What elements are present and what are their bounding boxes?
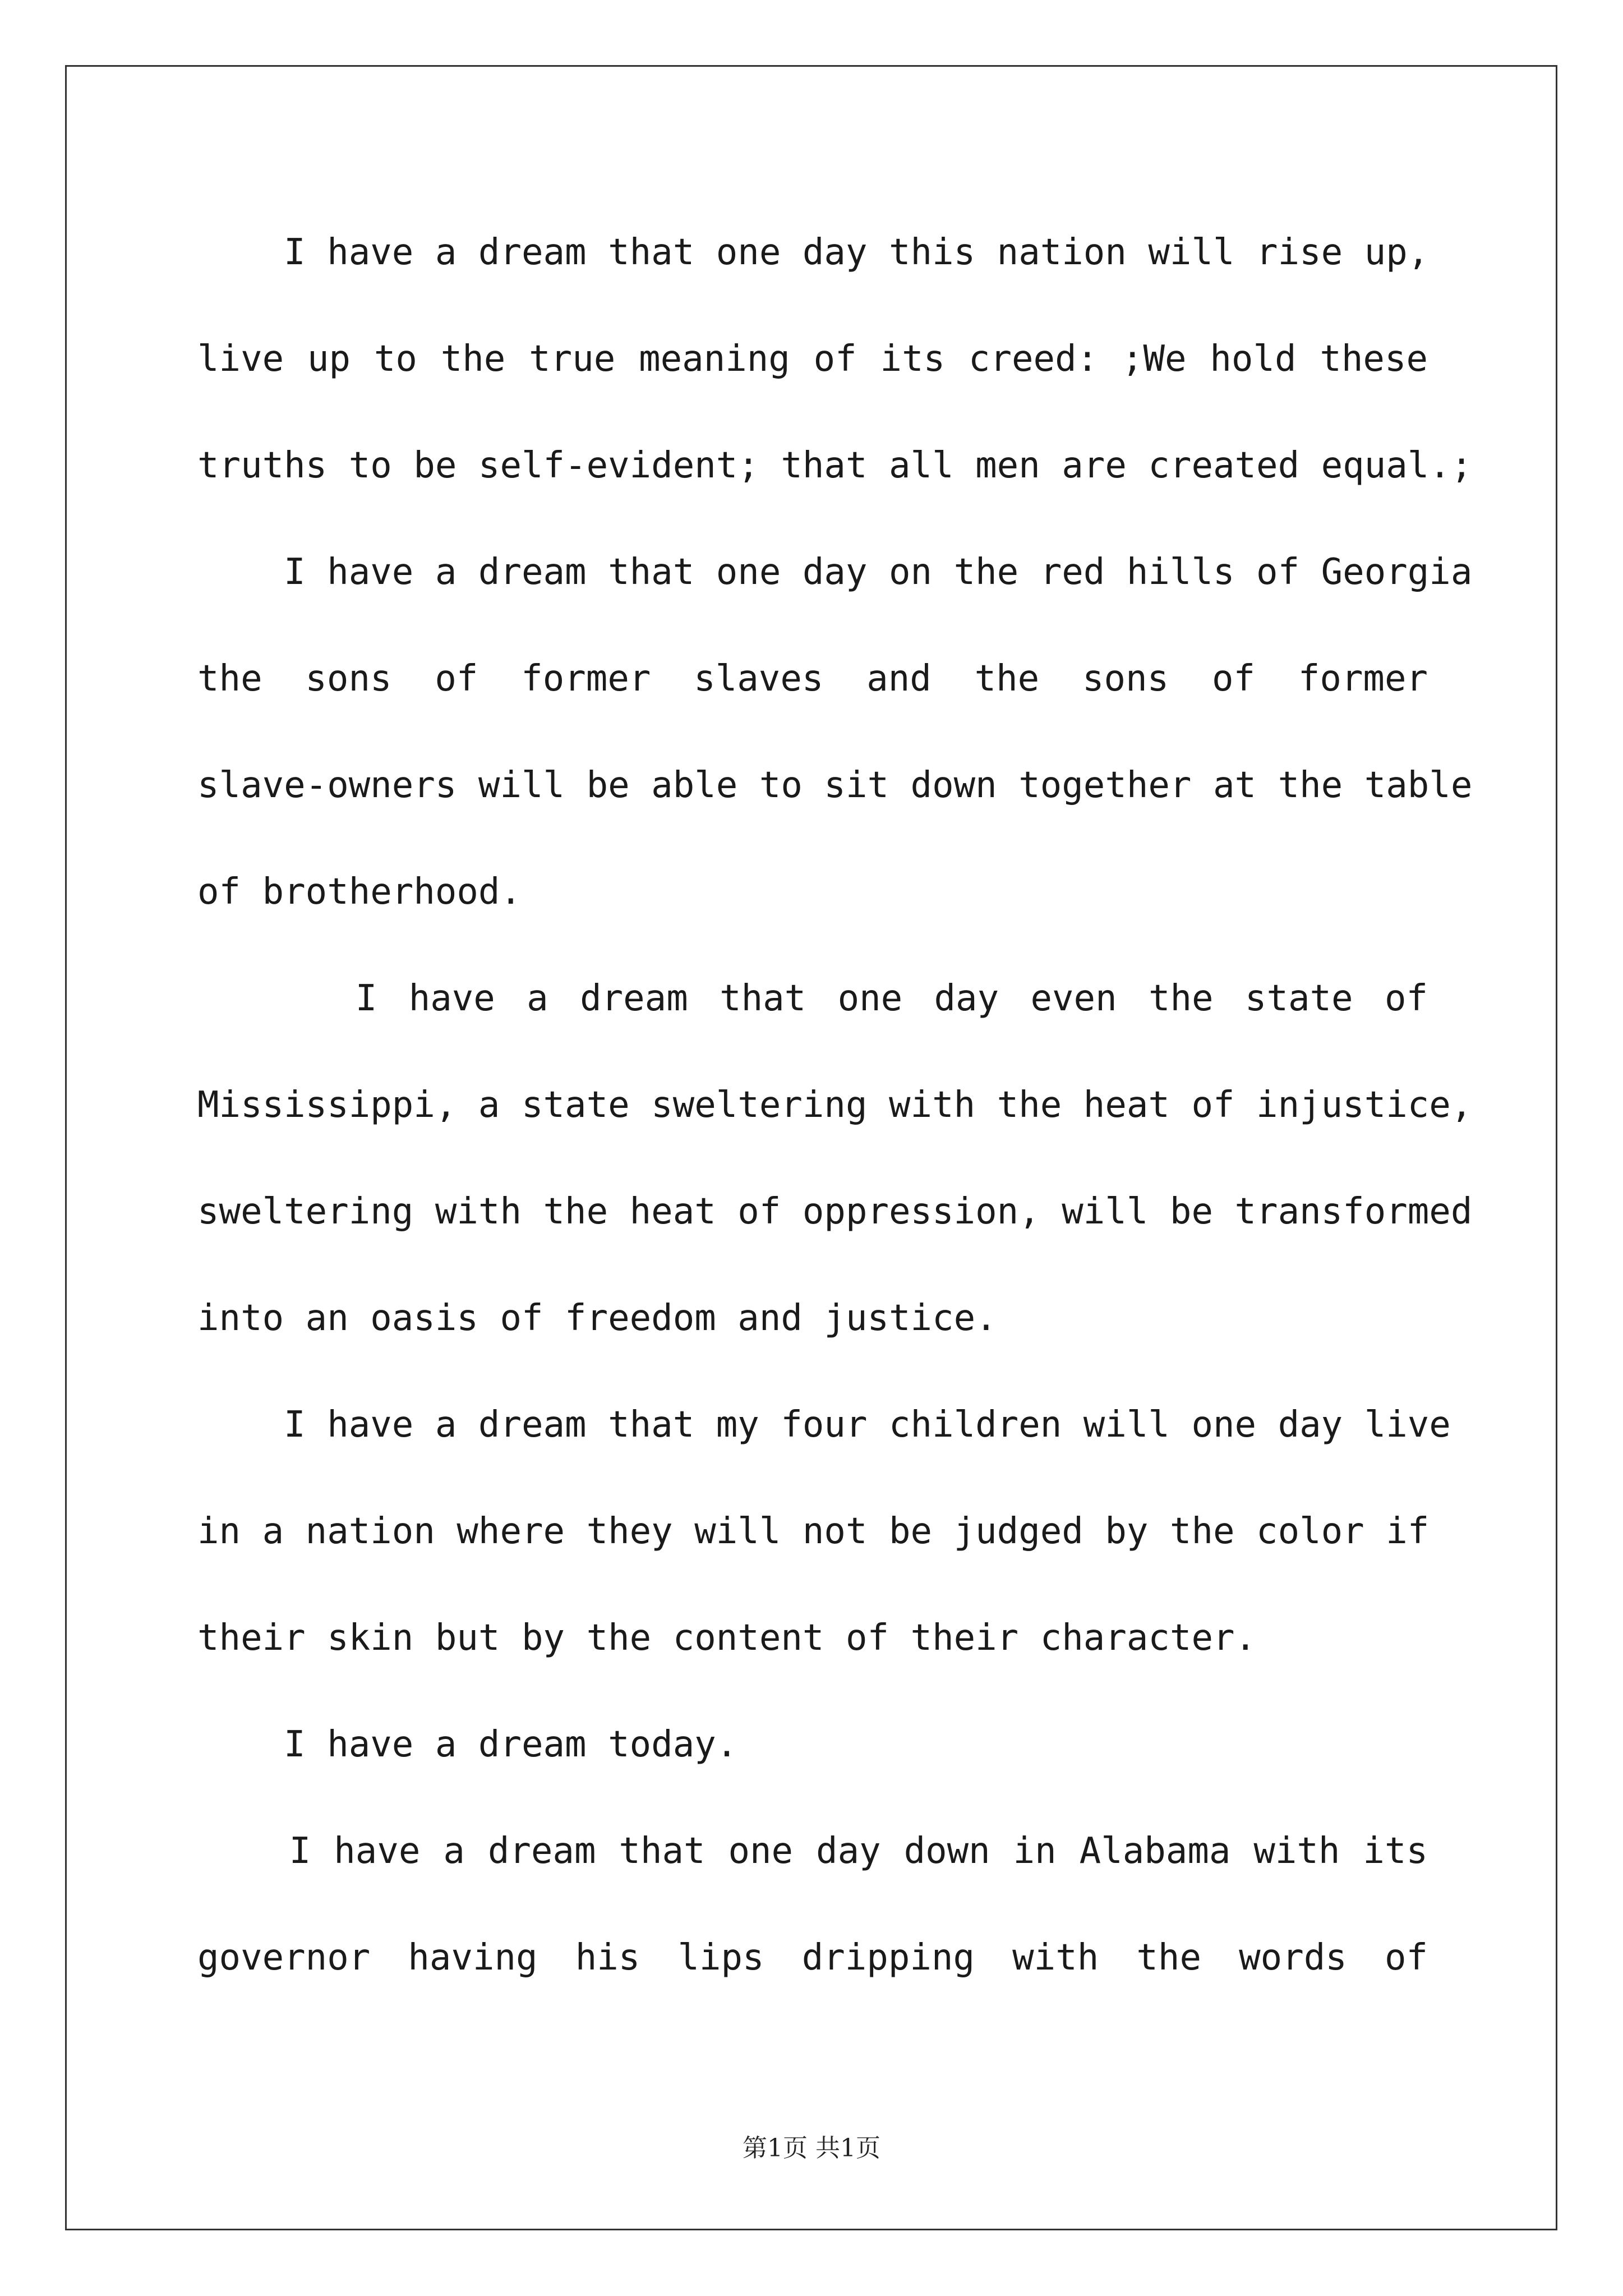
text-line: in a nation where they will not be judged by the color if bbox=[197, 1511, 1430, 1552]
text-line: the sons of former slaves and the sons of former bbox=[197, 658, 1428, 700]
page-number-footer: 第1页 共1页 bbox=[743, 2134, 880, 2162]
text-line: I have a dream that my four children will one day live bbox=[197, 1404, 1451, 1446]
text-line: I have a dream that one day this nation will rise up, bbox=[197, 232, 1430, 273]
text-line: into an oasis of freedom and justice. bbox=[197, 1297, 997, 1339]
text-line: I have a dream that one day even the state of bbox=[197, 978, 1428, 1019]
text-line: Mississippi, a state sweltering with the heat of injustice, bbox=[197, 1084, 1473, 1126]
text-line: their skin but by the content of their character. bbox=[197, 1617, 1257, 1659]
text-line: live up to the true meaning of its creed: ;We hold these bbox=[197, 338, 1428, 380]
text-line: governor having his lips dripping with the words of bbox=[197, 1937, 1428, 1978]
text-line: of brotherhood. bbox=[197, 871, 522, 913]
text-line: slave-owners will be able to sit down together at the table bbox=[197, 765, 1473, 806]
text-line: I have a dream that one day down in Alabama with its bbox=[197, 1830, 1428, 1872]
text-line: truths to be self-evident; that all men are created equal.; bbox=[197, 445, 1473, 486]
page-border bbox=[65, 65, 1557, 2230]
text-line: I have a dream today. bbox=[197, 1724, 738, 1765]
text-line: I have a dream that one day on the red hills of Georgia bbox=[197, 551, 1473, 593]
text-line: sweltering with the heat of oppression, will be transformed bbox=[197, 1191, 1473, 1232]
